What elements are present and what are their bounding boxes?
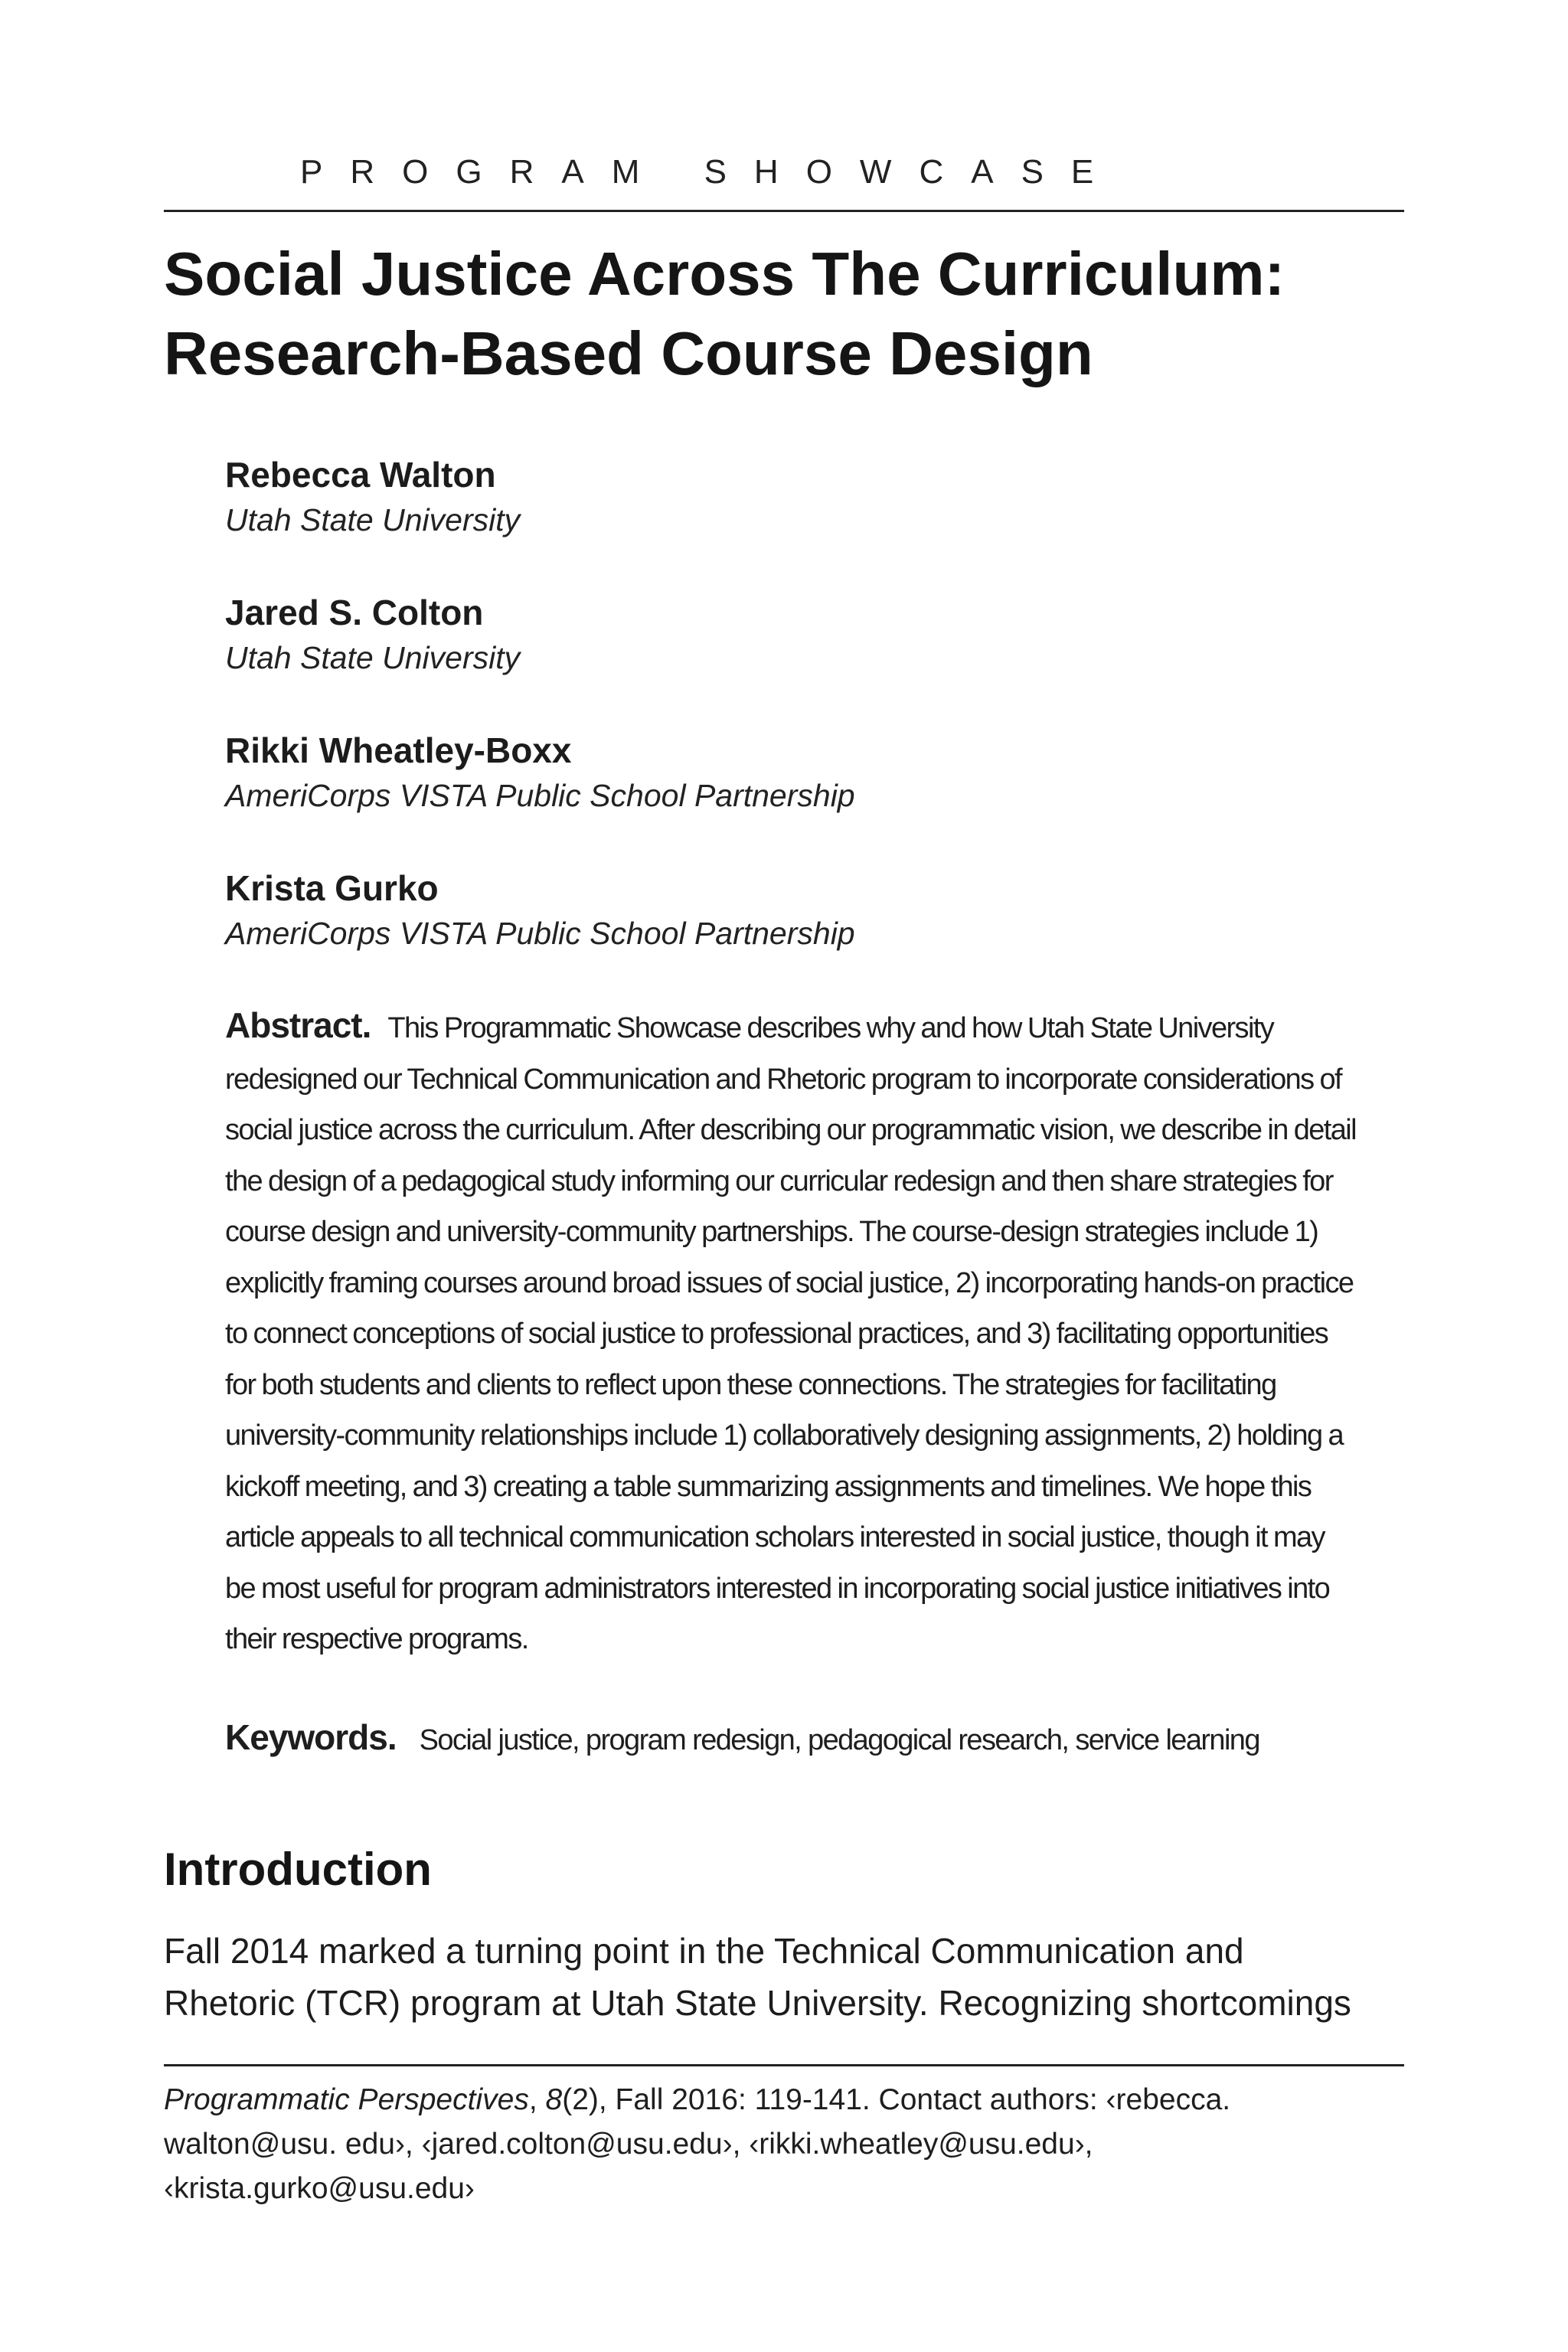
intro-line: Rhetoric (TCR) program at Utah State University. Recognizing shortcomings (164, 1983, 1351, 2023)
author-affiliation: Utah State University (225, 502, 521, 537)
citation-footnote (164, 2078, 1419, 2211)
header-rule (164, 210, 1404, 212)
footnote-rule (164, 2064, 1404, 2066)
title-line-2: Research-Based Course Design (164, 319, 1093, 387)
abstract-label: Abstract. (225, 1005, 371, 1045)
author-entry (225, 590, 1374, 680)
footnote-separator: , (528, 2083, 546, 2116)
author-entry (225, 727, 1374, 818)
abstract-line: course design and university-community partnerships. The course-design strategies include 1) (225, 1216, 1318, 1248)
abstract-line: explicitly framing courses around broad issues of social justice, 2) incorporating hands-on practice (225, 1266, 1354, 1299)
abstract-line: for both students and clients to reflect upon these connections. The strategies for facilitating (225, 1368, 1276, 1401)
abstract-line: article appeals to all technical communication scholars interested in social justice, though it may (225, 1521, 1325, 1553)
abstract-line: be most useful for program administrators interested in incorporating social justice initiatives into (225, 1572, 1330, 1605)
footnote-line: walton@usu. edu›, ‹jared.colton@usu.edu›, ‹rikki.wheatley@usu.edu›, (164, 2128, 1093, 2161)
running-head (164, 153, 1404, 191)
author-name: Krista Gurko (225, 868, 439, 908)
journal-volume: 8 (545, 2083, 563, 2116)
footnote-citation: (2), Fall 2016: 119-141. Contact authors: ‹rebecca. (562, 2083, 1231, 2116)
title-line-1: Social Justice Across The Curriculum: (164, 240, 1285, 308)
journal-name: Programmatic Perspectives (164, 2083, 529, 2116)
abstract-line: their respective programs. (225, 1623, 528, 1655)
keywords-label: Keywords. (225, 1717, 397, 1757)
introduction-body (164, 1925, 1419, 2029)
author-entry (225, 865, 1374, 956)
abstract-line: university-community relationships include 1) collaboratively designing assignments, 2) holding a (225, 1419, 1344, 1452)
author-affiliation: AmeriCorps VISTA Public School Partnership (225, 778, 855, 813)
author-name: Rebecca Walton (225, 455, 496, 495)
author-name: Jared S. Colton (225, 593, 484, 632)
author-list (225, 452, 1374, 1003)
author-affiliation: AmeriCorps VISTA Public School Partnership (225, 916, 855, 951)
author-name: Rikki Wheatley-Boxx (225, 730, 572, 770)
abstract-line: social justice across the curriculum. After describing our programmatic vision, we describe in detail (225, 1114, 1356, 1146)
abstract-line: the design of a pedagogical study informing our curricular redesign and then share strategies for (225, 1165, 1333, 1197)
intro-line: Fall 2014 marked a turning point in the Technical Communication and (164, 1931, 1244, 1971)
author-affiliation: Utah State University (225, 640, 521, 675)
footnote-line: ‹krista.gurko@usu.edu› (164, 2172, 475, 2205)
keywords-text: Social justice, program redesign, pedagogical research, service learning (419, 1724, 1259, 1756)
abstract-text: This Programmatic Showcase describes why and how Utah State University (387, 1012, 1274, 1044)
abstract-line: kickoff meeting, and 3) creating a table summarizing assignments and timelines. We hope this (225, 1470, 1312, 1503)
running-head-label: PROGRAM SHOWCASE (300, 153, 1122, 191)
keywords (225, 1712, 1427, 1766)
article-title (164, 234, 1404, 394)
author-entry (225, 452, 1374, 542)
abstract-line: to connect conceptions of social justice to professional practices, and 3) facilitating opportunities (225, 1318, 1328, 1350)
abstract-line: redesigned our Technical Communication and Rhetoric program to incorporate considerations of (225, 1063, 1341, 1096)
footnote-line (164, 2078, 1419, 2122)
section-heading-introduction: Introduction (164, 1844, 432, 1895)
abstract (225, 1000, 1427, 1665)
abstract-line (225, 1000, 1427, 1054)
